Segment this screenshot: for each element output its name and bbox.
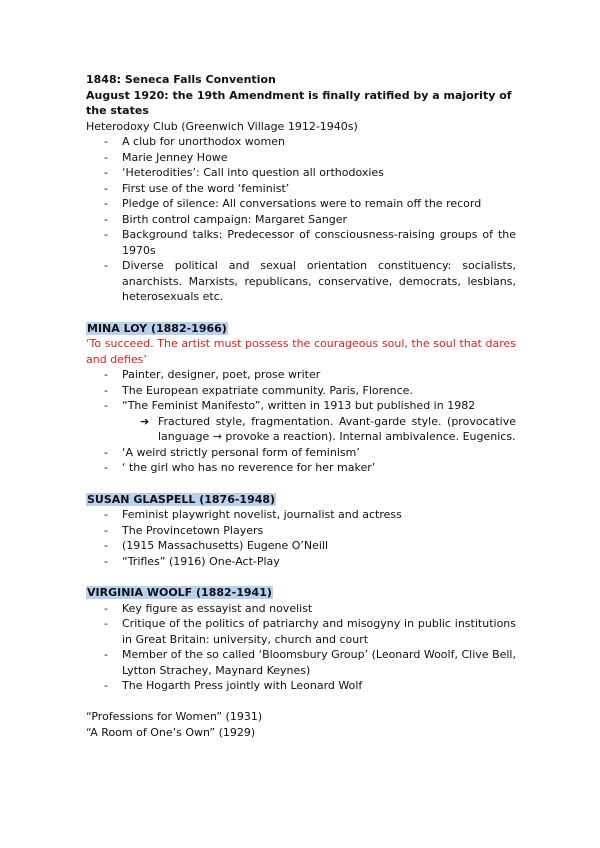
list-item: - Painter, designer, poet, prose writer: [86, 367, 516, 383]
list-item: - ‘A weird strictly personal form of feminism’: [86, 445, 516, 461]
document-page: [86, 72, 516, 740]
mina-loy-heading: MINA LOY (1882-1966): [87, 321, 227, 335]
spacer: [86, 694, 516, 710]
list-item: - The European expatriate community. Paris, Florence.: [86, 383, 516, 399]
mina-loy-list-continued: [86, 445, 516, 476]
list-item: - A club for unorthodox women: [86, 134, 516, 150]
susan-glaspell-heading: SUSAN GLASPELL (1876-1948): [87, 492, 276, 506]
list-item: - Key figure as essayist and novelist: [86, 601, 516, 617]
list-item: - Feminist playwright novelist, journalist and actress: [86, 507, 516, 523]
mina-loy-heading-row: [86, 321, 516, 337]
seneca-falls-line: 1848: Seneca Falls Convention: [86, 73, 276, 86]
list-item: - First use of the word ‘feminist’: [86, 181, 516, 197]
list-item: - Member of the so called ‘Bloomsbury Group’ (Leonard Woolf, Clive Bell, Lytton Strachey, Maynard Keynes): [86, 647, 516, 678]
virginia-woolf-list: [86, 601, 516, 694]
professions-for-women-line: “Professions for Women” (1931): [86, 710, 263, 723]
mina-loy-quote: ‘To succeed. The artist must possess the courageous soul, the soul that dares and defies’: [86, 337, 516, 366]
list-item: - (1915 Massachusetts) Eugene O’Neill: [86, 538, 516, 554]
heterodoxy-club-title: Heterodoxy Club (Greenwich Village 1912-1940s): [86, 119, 358, 133]
arrow-bullet-icon: ➔: [140, 414, 150, 428]
heterodoxy-club-list: [86, 134, 516, 305]
list-item: - Diverse political and sexual orientation constituency: socialists, anarchists. Marxists, republicans, conservative, democrats, lesbians, heterosexuals etc.: [86, 258, 516, 305]
nineteenth-amendment-line: August 1920: the 19th Amendment is finally ratified by a majority of the states: [86, 88, 512, 117]
room-of-ones-own-line: “A Room of One’s Own” (1929): [86, 725, 256, 739]
list-item: - The Provincetown Players: [86, 523, 516, 539]
mina-loy-list: [86, 367, 516, 414]
susan-glaspell-list: [86, 507, 516, 569]
list-item: - Marie Jenney Howe: [86, 150, 516, 166]
manifesto-sub-item-text: Fractured style, fragmentation. Avant-garde style. (provocative language → provoke a reaction). Internal ambivalence. Eugenics.: [158, 414, 516, 443]
list-item: - ‘ the girl who has no reverence for her maker’: [86, 460, 516, 476]
virginia-woolf-heading: VIRGINIA WOOLF (1882-1941): [87, 586, 272, 599]
list-item: - Birth control campaign: Margaret Sanger: [86, 212, 516, 228]
list-item: - Critique of the politics of patriarchy and misogyny in public institutions in Great Britain: university, church and court: [86, 616, 516, 647]
susan-glaspell-heading-row: [86, 492, 516, 508]
virginia-woolf-heading-row: [86, 585, 516, 601]
list-item: - Background talks: Predecessor of consciousness-raising groups of the 1970s: [86, 227, 516, 258]
list-item: - The Hogarth Press jointly with Leonard Wolf: [86, 678, 516, 694]
manifesto-sub-item: [86, 414, 516, 445]
list-item: - “The Feminist Manifesto”, written in 1913 but published in 1982: [86, 398, 516, 414]
list-item: - ‘Heterodities’: Call into question all orthodoxies: [86, 165, 516, 181]
list-item: - “Trifles” (1916) One-Act-Play: [86, 554, 516, 570]
list-item: - Pledge of silence: All conversations were to remain off the record: [86, 196, 516, 212]
